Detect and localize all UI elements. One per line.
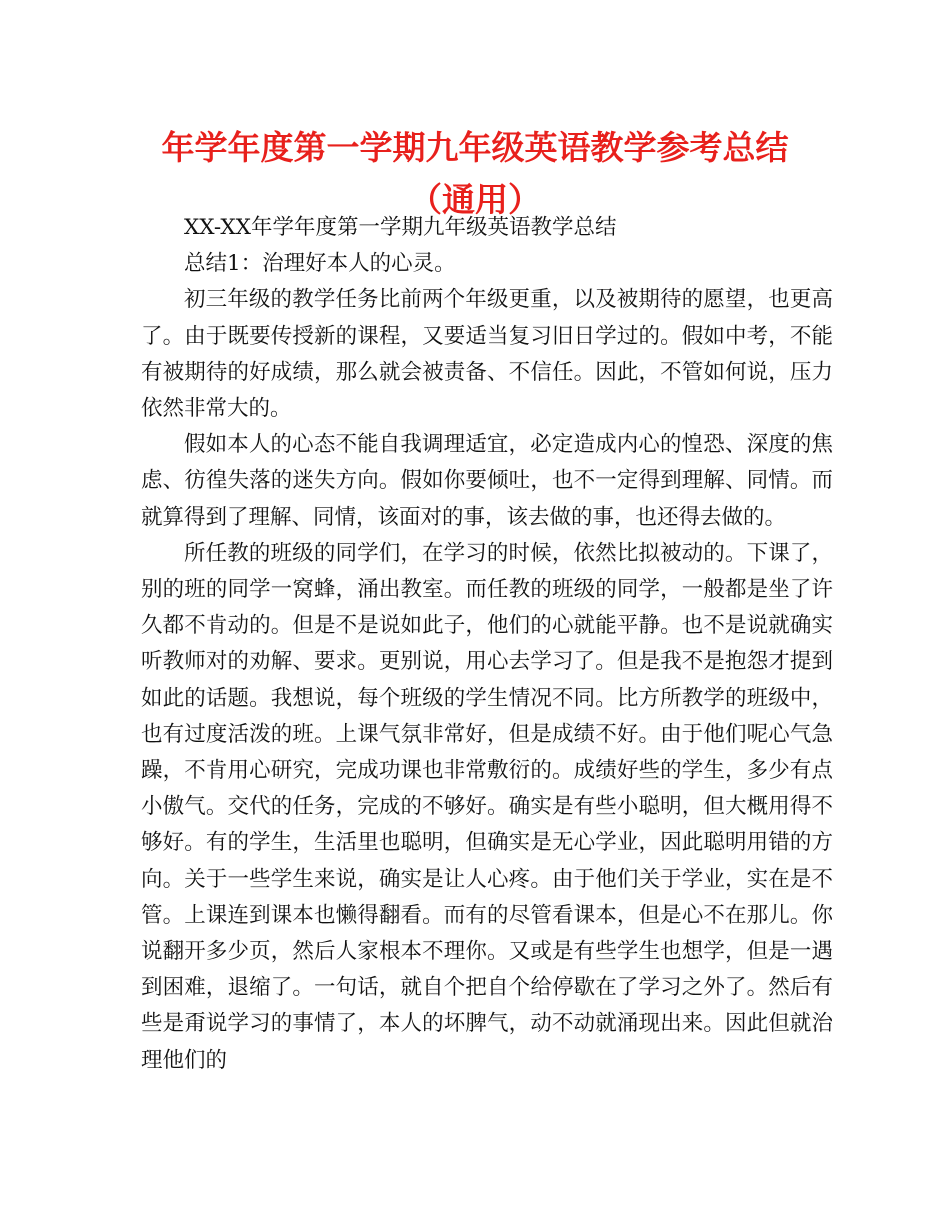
paragraph: 初三年级的教学任务比前两个年级更重，以及被期待的愿望，也更高了。由于既要传授新的课程，又要适当复习旧日学过的。假如中考，不能有被期待的好成绩，那么就会被责备、不信任。因此，不管如何说，压力依然非常大的。 [141, 287, 833, 422]
document-body [141, 210, 833, 1079]
paragraph: 所任教的班级的同学们，在学习的时候，依然比拟被动的。下课了，别的班的同学一窝蜂，涌出教室。而任教的班级的同学，一般都是坐了许久都不肯动的。但是不是说如此子，他们的心就能平静。也不是说就确实听教师对的劝解、要求。更别说，用心去学习了。但是我不是抱怨才提到如此的话题。我想说，每个班级的学生情况不同。比方所教学的班级中，也有过度活泼的班。上课气氛非常好，但是成绩不好。由于他们呢心气急躁，不肯用心研究，完成功课也非常敷衍的。成绩好些的学生，多少有点小傲气。交代的任务，完成的不够好。确实是有些小聪明，但大概用得不够好。有的学生，生活里也聪明，但确实是无心学业，因此聪明用错的方向。关于一些学生来说，确实是让人心疼。由于他们关于学业，实在是不管。上课连到课本也懒得翻看。而有的尽管看课本，但是心不在那儿。你说翻开多少页，然后人家根本不理你。又或是有些学生也想学，但是一遇到困难，退缩了。一句话，就自个把自个给停歇在了学习之外了。然后有些是甭说学习的事情了，本人的坏脾气，动不动就涌现出来。因此但就治理他们的 [141, 540, 833, 1073]
paragraph: 假如本人的心态不能自我调理适宜，必定造成内心的惶恐、深度的焦虑、彷徨失落的迷失方向。假如你要倾吐，也不一定得到理解、同情。而就算得到了理解、同情，该面对的事，该去做的事，也还得去做的。 [141, 432, 833, 530]
paragraph-subtitle: XX-XX年学年度第一学期九年级英语教学总结 [184, 215, 617, 240]
document-title: 年学年度第一学期九年级英语教学参考总结（通用） [161, 128, 789, 219]
paragraph-summary-heading: 总结1：治理好本人的心灵。 [184, 251, 456, 277]
